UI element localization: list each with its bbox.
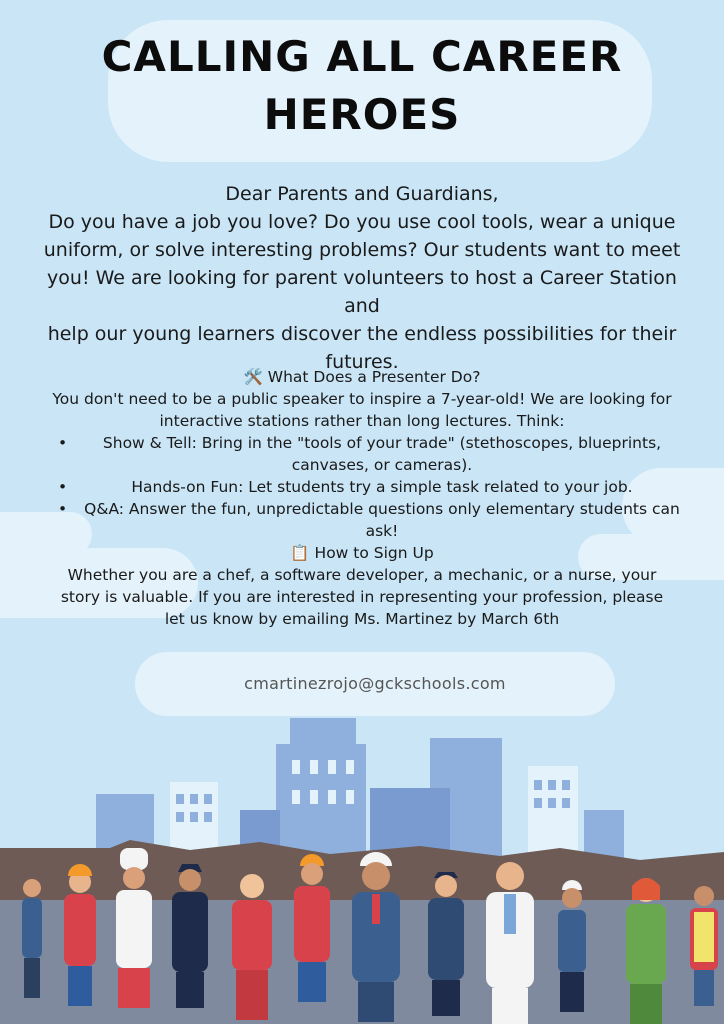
signup-line: let us know by emailing Ms. Martinez by March 6th [164,610,560,628]
details-section [44,366,680,630]
signup-line: Whether you are a chef, a software developer, a mechanic, or a nurse, your [67,566,657,584]
intro-line: uniform, or solve interesting problems? Our students want to meet [43,239,681,261]
title-text: CALLING ALL CAREER HEROES [101,32,623,139]
page-title [0,28,724,144]
bullet-hands-on: • Hands-on Fun: Let students try a simple task related to your job. [44,476,680,498]
presenter-line: You don't need to be a public speaker to inspire a 7-year-old! We are looking for [52,390,672,408]
worker-figure [558,880,586,1012]
intro-paragraph [40,180,684,376]
presenter-heading: 🛠️ What Does a Presenter Do? [243,368,481,386]
intro-line: you! We are looking for parent volunteers to host a Career Station and [47,267,677,317]
bullet-qa: • Q&A: Answer the fun, unpredictable questions only elementary students can ask! [44,498,680,542]
email-address[interactable]: cmartinezrojo@gckschools.com [244,674,506,693]
bullet-show-and-tell: • Show & Tell: Bring in the "tools of your trade" (stethoscopes, blueprints, canvases, or cameras). [44,432,680,476]
signup-heading: 📋 How to Sign Up [290,544,434,562]
worker-figure [626,878,666,1024]
intro-line: futures. [325,351,399,373]
intro-line: Do you have a job you love? Do you use cool tools, wear a unique [48,211,676,233]
career-workers-illustration [0,700,724,1024]
greeting: Dear Parents and Guardians, [225,183,499,205]
intro-line: help our young learners discover the endless possibilities for their [47,323,677,345]
signup-line: story is valuable. If you are interested in representing your profession, please [60,588,664,606]
presenter-bullet-list [44,432,680,542]
presenter-line: interactive stations rather than long lectures. Think: [159,412,565,430]
